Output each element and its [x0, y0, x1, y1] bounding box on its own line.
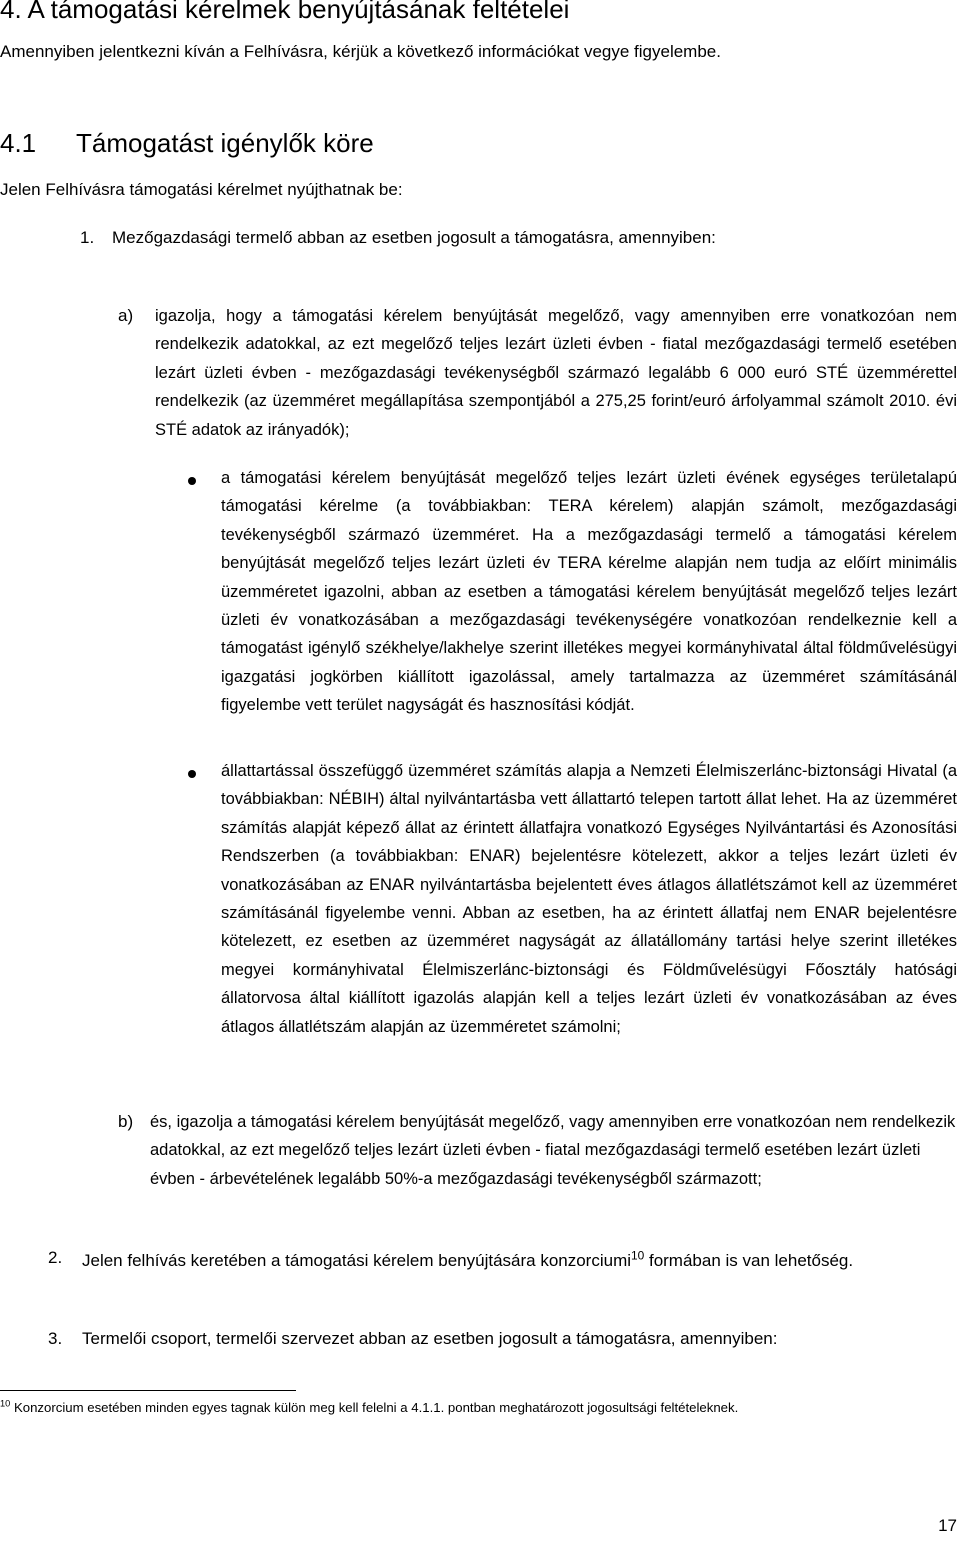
- bullet-2-text: állattartással összefüggő üzemméret számítás alapja a Nemzeti Élelmiszerlánc-biztonsági Hivatal (a továbbiakban: NÉBIH) által nyilvántartásba vett állattartó telepen tartott állat lehet. Ha az üzemméret számítás alapját képező állat az érintett állatfajra vonatkozó Egységes Nyilvántartási és Azonosítási Rendszerben (a továbbiakban: ENAR) bejelentésre kötelezett, akkor a teljes lezárt üzleti év vonatkozásában az ENAR nyilvántartásba bejelentett éves átlagos állatlétszámot kell az üzemméret számításánál figyelembe venni. Abban az esetben, ha az érintett állatfaj nem ENAR bejelentésre kötelezett, ez esetben az üzemméret nagyságát az állatállomány tartási helye szerint illetékes megyei kormányhivatal Élelmiszerlánc-biztonsági és Földművelésügyi Főosztály hatósági állatorvosa által kiállított igazolás alapján kell a teljes lezárt üzleti év vonatkozásában az éves átlagos állatlétszám alapján az üzemméretet számolni;: [221, 762, 957, 1036]
- item-1b-text: és, igazolja a támogatási kérelem benyújtását megelőző, vagy amennyiben erre vonatkozóan nem rendelkezik adatokkal, az ezt megelőző teljes lezárt üzleti évben - fiatal mezőgazdasági termelő esetében lezárt üzleti évben - árbevételének legalább 50%-a mezőgazdasági tevékenységből származott;: [150, 1113, 956, 1188]
- item-3-text: Termelői csoport, termelői szervezet abban az esetben jogosult a támogatásra, amennyiben:: [82, 1329, 778, 1348]
- section-title: Támogatást igénylők köre: [76, 128, 374, 158]
- chapter-heading: 4. A támogatási kérelmek benyújtásának feltételei: [0, 0, 570, 24]
- item-2-text-start: Jelen felhívás keretében a támogatási kérelem benyújtására konzorciumi: [82, 1251, 632, 1270]
- bullet-icon: [188, 770, 196, 778]
- item-1a-text: igazolja, hogy a támogatási kérelem benyújtását megelőző, vagy amennyiben erre vonatkozóan nem rendelkezik adatokkal, az ezt megelőző teljes lezárt üzleti évben - fiatal mezőgazdasági termelő esetében lezárt üzleti évben - mezőgazdasági tevékenységből származó legalább 6 000 euró STÉ üzemmérettel rendelkezik (az üzemméret megállapítása szempontjából a 275,25 forint/euró árfolyammal számolt 2010. évi STÉ adatok az irányadók);: [155, 307, 957, 439]
- section-heading: [0, 128, 374, 159]
- item-1-text: Mezőgazdasági termelő abban az esetben jogosult a támogatásra, amennyiben:: [112, 228, 716, 247]
- item-3-number: 3.: [48, 1329, 63, 1348]
- item-1a-label: a): [118, 306, 134, 325]
- footnote-text: Konzorcium esetében minden egyes tagnak külön meg kell felelni a 4.1.1. pontban meghatározott jogosultsági feltételeknek.: [10, 1400, 739, 1415]
- footnote: [0, 1400, 738, 1415]
- chapter-intro: Amennyiben jelentkezni kíván a Felhívásra, kérjük a következő információkat vegye figyelembe.: [0, 42, 721, 61]
- footnote-mark: 10: [0, 1398, 11, 1409]
- footnote-reference: 10: [631, 1248, 645, 1263]
- bullet-1-text: a támogatási kérelem benyújtását megelőző teljes lezárt üzleti évének egységes területalapú támogatási kérelme (a továbbiakban: TERA kérelem) alapján számolt, mezőgazdasági tevékenységből származó üzemméret. Ha a mezőgazdasági termelő a támogatási kérelem benyújtását megelőző teljes lezárt üzleti év TERA kérelme alapján nem tudja az előírt minimális üzemméretet igazolni, abban az esetben a támogatási kérelem benyújtását megelőző teljes lezárt üzleti év vonatkozásában a mezőgazdasági tevékenységére vonatkozóan rendelkeznie kell a támogatást igénylő székhelye/lakhelye szerint illetékes megyei kormányhivatal által földművelésügyi igazgatási jogkörben kiállított igazolással, amely tartalmazza az üzemméret számításánál figyelembe vett terület nagyságát és hasznosítási kódját.: [221, 469, 957, 715]
- page-number: 17: [938, 1516, 957, 1535]
- section-number: 4.1: [0, 128, 37, 158]
- eligible-intro: Jelen Felhívásra támogatási kérelmet nyújthatnak be:: [0, 180, 403, 199]
- item-1b-label: b): [118, 1112, 134, 1131]
- item-2-number: 2.: [48, 1248, 63, 1267]
- item-2-text: [82, 1246, 912, 1275]
- footnote-separator: [0, 1390, 296, 1391]
- item-1-number: 1.: [80, 228, 95, 247]
- bullet-icon: [188, 477, 196, 485]
- item-2-text-end: formában is van lehetőség.: [644, 1251, 854, 1270]
